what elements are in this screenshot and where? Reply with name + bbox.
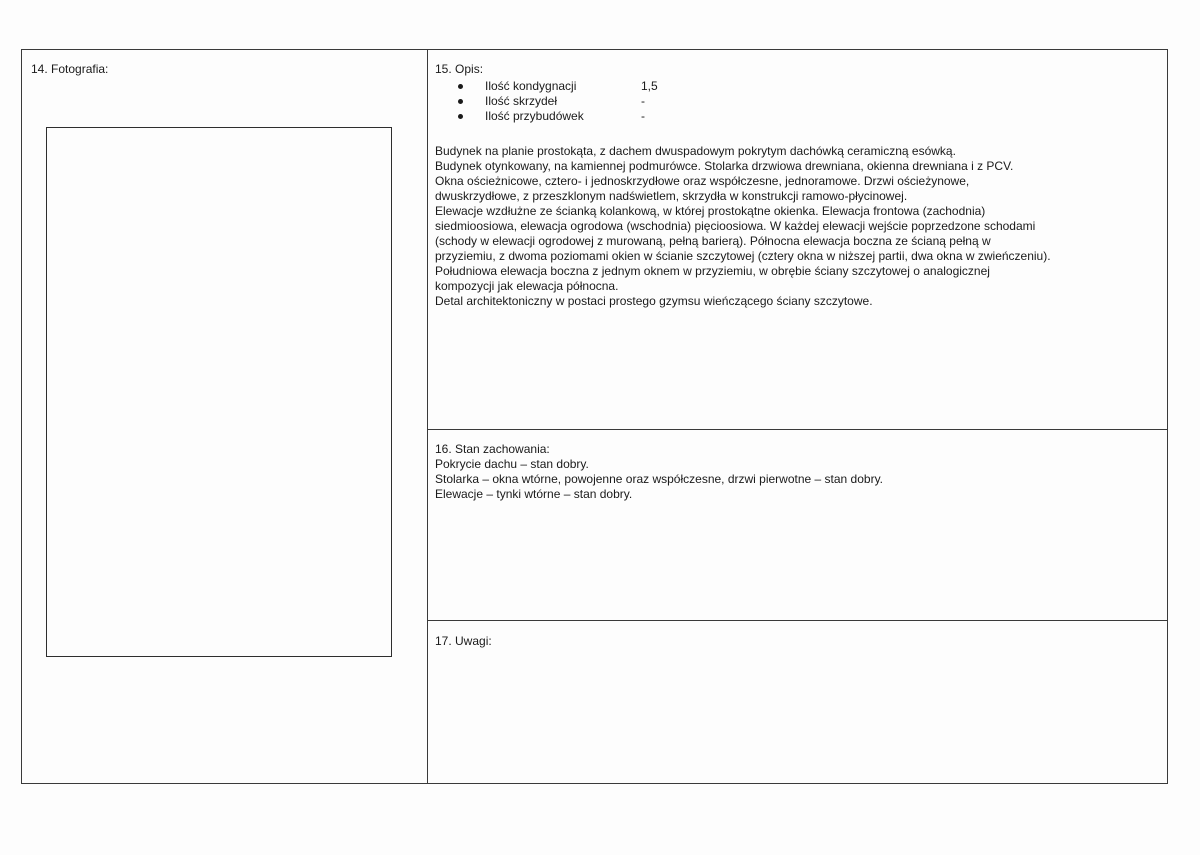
text-line: Budynek na planie prostokąta, z dachem dwuspadowym pokrytym dachówką ceramiczną esówką.: [435, 144, 956, 158]
condition-section: [435, 442, 1165, 502]
bullet-label: Ilość skrzydeł: [485, 94, 558, 108]
text-line: Elewacje – tynki wtórne – stan dobry.: [435, 487, 633, 501]
text-line: Elewacje wzdłużne ze ścianką kolankową, w której prostokątne okienka. Elewacja frontowa (zachodnia): [435, 204, 986, 218]
text-line: Okna ościeżnicowe, cztero- i jednoskrzydłowe oraz współczesne, jednoramowe. Drzwi ościeżynowe,: [435, 174, 970, 188]
text-line: Budynek otynkowany, na kamiennej podmurówce. Stolarka drzwiowa drewniana, okienna drewniana i z PCV.: [435, 159, 1014, 173]
description-section-label: 15. Opis:: [435, 62, 484, 76]
bullet-dot-icon: [458, 99, 463, 104]
text-line: Detal architektoniczny w postaci prostego gzymsu wieńczącego ściany szczytowe.: [435, 294, 873, 308]
bullet-dot-icon: [458, 114, 463, 119]
text-line: Pokrycie dachu – stan dobry.: [435, 457, 589, 471]
photo-placeholder: [46, 127, 392, 657]
text-line: siedmioosiowa, elewacja ogrodowa (wschodnia) pięcioosiowa. W każdej elewacji wejście poprzedzone schodami: [435, 219, 1036, 233]
text-line: kompozycji jak elewacja północna.: [435, 279, 619, 293]
bullet-dot-icon: [458, 84, 463, 89]
description-text: [435, 144, 1165, 309]
bullet-label: Ilość kondygnacji: [485, 79, 577, 93]
condition-section-label: 16. Stan zachowania:: [435, 442, 550, 456]
text-line: (schody w elewacji ogrodowej z murowaną, pełną barierą). Północna elewacja boczna ze ścianą pełną w: [435, 234, 991, 248]
remarks-section-label: 17. Uwagi:: [435, 634, 492, 648]
row-divider-condition: [427, 620, 1168, 621]
bullet-value: -: [641, 109, 645, 123]
bullet-label: Ilość przybudówek: [485, 109, 584, 123]
bullet-value: 1,5: [641, 79, 658, 93]
bullet-value: -: [641, 94, 645, 108]
row-divider-description: [427, 429, 1168, 430]
text-line: dwuskrzydłowe, z przeszklonym nadświetlem, skrzydła w konstrukcji ramowo-płycinowej.: [435, 189, 908, 203]
text-line: Stolarka – okna wtórne, powojenne oraz współczesne, drzwi pierwotne – stan dobry.: [435, 472, 884, 486]
column-divider: [427, 49, 428, 784]
photo-section-label: 14. Fotografia:: [31, 62, 109, 76]
text-line: przyziemiu, z dwoma poziomami okien w ścianie szczytowej (cztery okna w niższej partii, dwa okna w zwieńczeniu).: [435, 249, 1051, 263]
text-line: Południowa elewacja boczna z jednym oknem w przyziemiu, w obrębie ściany szczytowej o analogicznej: [435, 264, 990, 278]
